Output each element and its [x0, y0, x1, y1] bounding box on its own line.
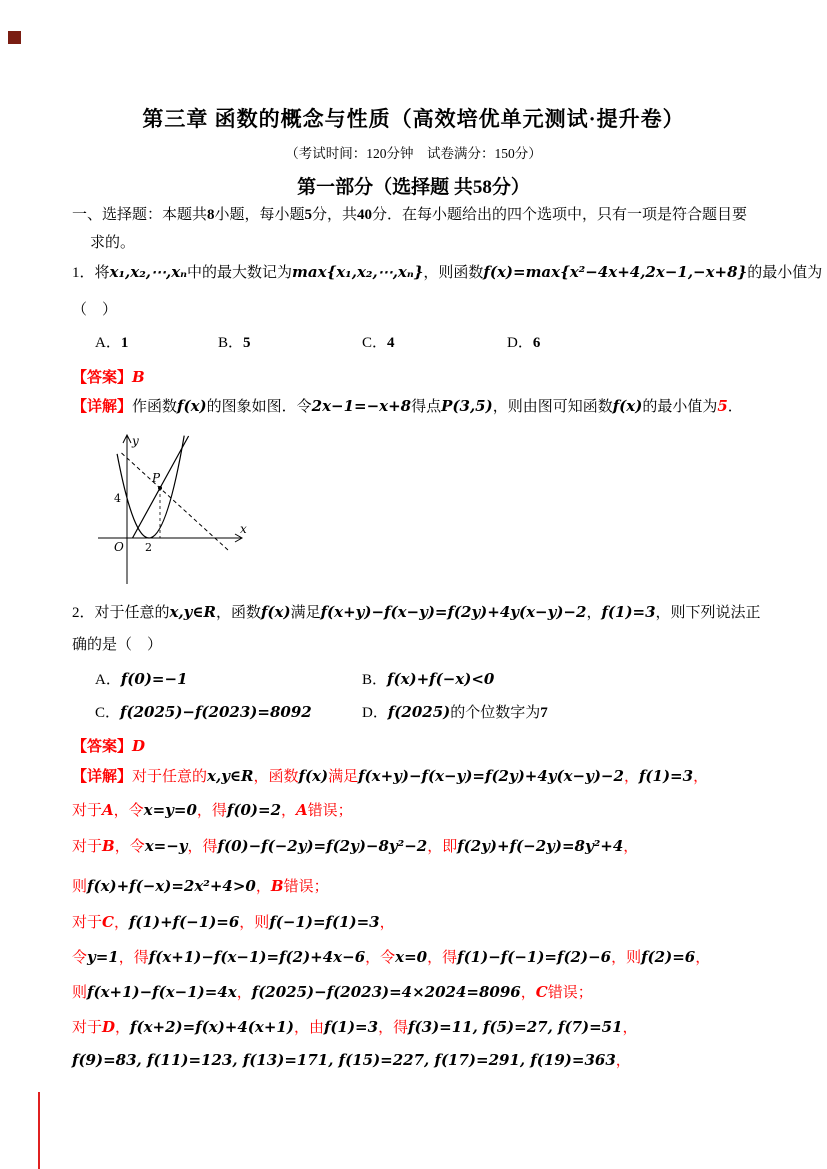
question-1-figure	[92, 430, 250, 603]
text-segment: f(−1)=f(1)=3	[269, 913, 380, 931]
text-segment: f(x+y)−f(x−y)=f(2y)+4y(x−y)−2	[320, 603, 587, 621]
text-segment: A．	[95, 335, 121, 351]
text-segment: y=1	[87, 948, 119, 966]
question-1-stem-cont	[72, 300, 117, 321]
text-segment: ，得	[196, 803, 227, 819]
text-segment: f(0)=−1	[120, 670, 188, 688]
text-segment: f(3)=11, f(5)=27, f(7)=51	[408, 1018, 623, 1036]
text-segment: 分，共	[312, 207, 358, 223]
text-segment: 则	[72, 985, 88, 1001]
text-segment: 对于	[72, 839, 103, 855]
text-segment: f(2025)−f(2023)=4×2024=8096	[251, 983, 521, 1001]
text-segment: x₁,x₂,⋯,xₙ	[109, 263, 188, 281]
text-segment: 错误；	[547, 985, 593, 1001]
text-segment: 6	[532, 335, 541, 351]
text-segment: 的图象如图．令	[206, 399, 312, 415]
text-segment: ，	[623, 769, 639, 785]
text-segment: 错误；	[283, 879, 329, 895]
text-segment: 令	[72, 950, 88, 966]
text-segment: ，得	[378, 1020, 409, 1036]
question-2-stem	[72, 602, 761, 624]
text-segment: f(x)	[177, 397, 207, 415]
text-segment: 1	[120, 335, 129, 351]
question-2-option-a	[95, 669, 188, 691]
text-segment: ，	[281, 803, 297, 819]
text-segment: D	[132, 737, 146, 755]
text-segment: D．	[362, 705, 388, 721]
text-segment: ．	[727, 399, 743, 415]
instructions-line-1	[72, 205, 747, 226]
text-segment: x,y∈R	[169, 603, 216, 621]
text-segment: 分．在每小题给出的四个选项中，只有一项是符合题目要	[372, 207, 748, 223]
text-segment: ，	[622, 1020, 638, 1036]
question-1-explanation	[72, 396, 743, 418]
text-segment: ，函数	[215, 605, 261, 621]
text-segment: C	[535, 983, 548, 1001]
text-segment: ，得	[118, 950, 149, 966]
text-segment: f(1)=3	[638, 767, 694, 785]
x-tick-2: 2	[145, 541, 152, 554]
text-segment: B．	[218, 335, 244, 351]
text-segment: ，函数	[253, 769, 299, 785]
text-segment: f(2y)+f(−2y)=8y²+4	[457, 837, 624, 855]
text-segment: ，	[586, 605, 602, 621]
text-segment: ，	[695, 950, 711, 966]
question-2-explanation-5	[72, 912, 395, 934]
text-segment: 得点	[411, 399, 442, 415]
question-1-answer	[72, 367, 145, 389]
text-segment: f(x+1)−f(x−1)=f(2)+4x−6	[148, 948, 366, 966]
text-segment: x=−y	[144, 837, 188, 855]
text-segment: f(2025)−f(2023)=8092	[120, 703, 312, 721]
text-segment: f(0)−f(−2y)=f(2y)−8y²−2	[217, 837, 428, 855]
text-segment: （ ）	[72, 302, 118, 318]
text-segment: f(1)=3	[601, 603, 656, 621]
question-2-explanation-1	[72, 766, 708, 788]
text-segment: ，则函数	[423, 265, 484, 281]
text-segment: B	[102, 837, 115, 855]
text-segment: f(x+1)−f(x−1)=4x	[87, 983, 237, 1001]
dashed-line-minus-x-plus-8	[122, 453, 229, 550]
text-segment: 的最小值为	[642, 399, 718, 415]
text-segment: 8	[207, 207, 215, 223]
text-segment: f(x+2)=f(x)+4(x+1)	[130, 1018, 294, 1036]
text-segment: ，则	[611, 950, 642, 966]
origin-label: O	[114, 540, 124, 554]
text-segment: 2x−1=−x+8	[311, 397, 412, 415]
text-segment: B	[270, 877, 284, 895]
text-segment: ，	[379, 915, 395, 931]
text-segment: 错误；	[307, 803, 353, 819]
text-segment: A．	[95, 672, 121, 688]
question-2-stem-cont	[72, 635, 162, 656]
text-segment: 的个位数字为	[450, 705, 541, 721]
text-segment: x=0	[395, 948, 428, 966]
point-p	[158, 486, 162, 490]
text-segment: ，则下列说法正	[655, 605, 761, 621]
question-1-option-c	[362, 333, 395, 354]
text-segment: 小题，每小题	[214, 207, 305, 223]
question-2-explanation-4	[72, 876, 329, 898]
text-segment: C	[102, 913, 114, 931]
text-segment: 确的是（ ）	[72, 637, 163, 653]
text-segment: 满足	[290, 605, 321, 621]
question-2-explanation-9	[72, 1050, 631, 1072]
corner-mark	[8, 31, 21, 44]
text-segment: ，	[615, 1053, 631, 1069]
question-1-option-b	[218, 333, 251, 354]
question-2-explanation-8	[72, 1017, 638, 1039]
text-segment: 7	[540, 705, 548, 721]
text-segment: 【答案】	[72, 739, 133, 755]
text-segment: 求的。	[90, 235, 136, 251]
question-1-stem	[72, 262, 822, 284]
text-segment: f(2)=6	[641, 948, 696, 966]
question-1-option-d	[507, 333, 540, 354]
text-segment: 对于任意的	[132, 769, 208, 785]
y-axis-label: y	[132, 434, 139, 448]
question-2-option-d	[362, 702, 548, 724]
question-1-option-a	[95, 333, 128, 354]
text-segment: A	[102, 801, 114, 819]
question-2-option-c	[95, 702, 312, 724]
question-2-explanation-2	[72, 800, 353, 822]
text-segment: f(x)+f(−x)=2x²+4>0	[87, 877, 256, 895]
text-segment: f(x)	[260, 603, 291, 621]
text-segment: f(9)=83, f(11)=123, f(13)=171, f(15)=227, f(17)=291, f(19)=363	[72, 1051, 616, 1069]
text-segment: max{x₁,x₂,⋯,xₙ}	[292, 263, 424, 281]
text-segment: ，即	[427, 839, 458, 855]
text-segment: f(1)=3	[323, 1018, 379, 1036]
text-segment: 5	[717, 397, 728, 415]
text-segment: f(2025)	[387, 703, 451, 721]
y-tick-4: 4	[114, 492, 121, 505]
instructions-line-2	[90, 233, 135, 254]
function-graph	[92, 430, 250, 598]
text-segment: f(1)+f(−1)=6	[128, 913, 240, 931]
text-segment: ，	[255, 879, 271, 895]
text-segment: C．	[362, 335, 388, 351]
text-segment: ，	[236, 985, 252, 1001]
text-segment: ，	[693, 769, 709, 785]
text-segment: 【详解】	[72, 769, 133, 785]
text-segment: 对于	[72, 1020, 103, 1036]
text-segment: ，则由图可知函数	[492, 399, 613, 415]
text-segment: ，令	[113, 803, 144, 819]
text-segment: f(x)+f(−x)<0	[387, 670, 495, 688]
text-segment: 对于	[72, 915, 103, 931]
question-2-explanation-3	[72, 836, 638, 858]
text-segment: 5	[243, 335, 251, 351]
text-segment: ，	[115, 1020, 131, 1036]
text-segment: 5	[304, 207, 313, 223]
text-segment: f(x)	[612, 397, 643, 415]
text-segment: 40	[357, 207, 373, 223]
text-segment: D．	[507, 335, 533, 351]
text-segment: A	[296, 801, 308, 819]
text-segment: 中的最大数记为	[187, 265, 293, 281]
text-segment: P(3,5)	[441, 397, 493, 415]
text-segment: 1．将	[72, 265, 110, 281]
question-2-option-b	[362, 669, 494, 691]
text-segment: f(1)−f(−1)=f(2)−6	[457, 948, 612, 966]
x-axis-label: x	[240, 522, 247, 536]
text-segment: ，得	[187, 839, 218, 855]
text-segment: ，由	[293, 1020, 324, 1036]
text-segment: 4	[387, 335, 395, 351]
text-segment: 对于	[72, 803, 103, 819]
text-segment: 一、选择题：本题共	[72, 207, 208, 223]
text-segment: ，令	[365, 950, 396, 966]
text-segment: 满足	[328, 769, 359, 785]
text-segment: ，	[113, 915, 129, 931]
text-segment: ，得	[427, 950, 458, 966]
point-p-label: P	[152, 471, 161, 485]
text-segment: 2．对于任意的	[72, 605, 170, 621]
page-title: 第三章 函数的概念与性质（高效培优单元测试·提升卷）	[142, 107, 685, 131]
text-segment: B．	[362, 672, 388, 688]
question-2-explanation-7	[72, 982, 593, 1004]
text-segment: x=y=0	[143, 801, 197, 819]
text-segment: 的最小值为	[747, 265, 823, 281]
text-segment: f(x+y)−f(x−y)=f(2y)+4y(x−y)−2	[358, 767, 624, 785]
text-segment: 【详解】	[72, 399, 133, 415]
text-segment: ，	[520, 985, 536, 1001]
text-segment: x,y∈R	[207, 767, 254, 785]
text-segment: 则	[72, 879, 88, 895]
text-segment: f(x)=max{x²−4x+4,2x−1,−x+8}	[483, 263, 748, 281]
question-2-answer	[72, 736, 145, 758]
question-2-explanation-6	[72, 947, 710, 969]
text-segment: ，	[623, 839, 639, 855]
text-segment: 【答案】	[72, 370, 133, 386]
text-segment: B	[132, 368, 145, 386]
text-segment: f(x)	[298, 767, 329, 785]
text-segment: D	[102, 1018, 116, 1036]
exam-info: （考试时间：120分钟 试卷满分：150分）	[285, 146, 542, 161]
section-heading: 第一部分（选择题 共58分）	[297, 177, 530, 198]
text-segment: ，则	[239, 915, 270, 931]
text-segment: C．	[95, 705, 121, 721]
text-segment: 作函数	[132, 399, 178, 415]
left-margin-line	[38, 1092, 40, 1169]
text-segment: ，令	[114, 839, 145, 855]
text-segment: f(0)=2	[226, 801, 282, 819]
